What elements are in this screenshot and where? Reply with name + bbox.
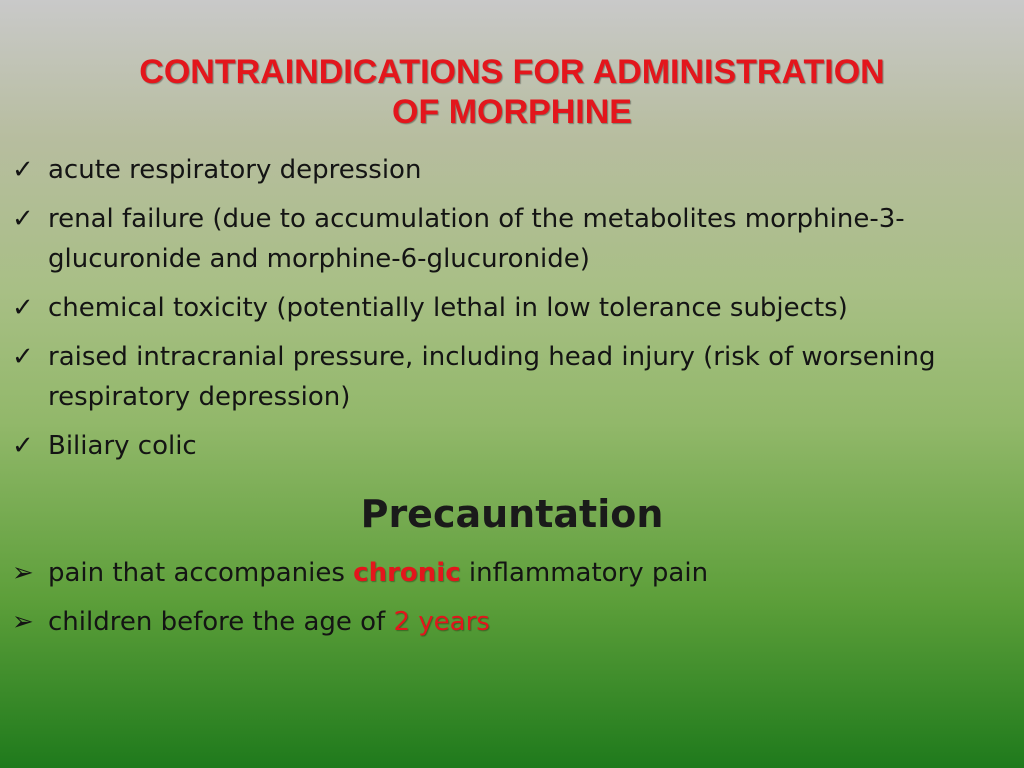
slide-title-line-2: OF MORPHINE [392, 93, 632, 131]
check-icon: ✓ [12, 293, 34, 323]
check-icon: ✓ [12, 204, 34, 234]
list-item-text: raised intracranial pressure, including head injury (risk of worsening respiratory depression) [48, 342, 936, 412]
list-item [12, 337, 1008, 417]
list-item-text: renal failure (due to accumulation of the metabolites morphine-3-glucuronide and morphine-6-glucuronide) [48, 204, 905, 274]
check-icon: ✓ [12, 342, 34, 372]
list-item-text: acute respiratory depression [48, 155, 422, 185]
slide-title [0, 52, 1024, 132]
list-item [12, 288, 1008, 328]
check-icon: ✓ [12, 155, 34, 185]
highlight-text: 2 years [393, 607, 490, 637]
check-icon: ✓ [12, 431, 34, 461]
list-item-text [48, 602, 1008, 642]
highlight-text: chronic [353, 558, 461, 588]
list-item-text-after: inflammatory pain [460, 558, 709, 588]
list-item [12, 426, 1008, 466]
slide-title-line-1: CONTRAINDICATIONS FOR ADMINISTRATION [139, 53, 885, 91]
contraindications-list [12, 150, 1008, 475]
list-item-text: chemical toxicity (potentially lethal in low tolerance subjects) [48, 293, 848, 323]
precautions-list [12, 553, 1008, 651]
list-item [12, 553, 1008, 593]
list-item [12, 602, 1008, 642]
list-item-text-before: children before the age of [48, 607, 394, 637]
list-item-text-before: pain that accompanies [48, 558, 354, 588]
list-item-text: Biliary colic [48, 431, 197, 461]
list-item [12, 199, 1008, 279]
arrow-bullet-icon: ➢ [12, 558, 34, 588]
arrow-bullet-icon: ➢ [12, 607, 34, 637]
precautions-heading: Precauntation [360, 492, 664, 536]
list-item-text [48, 553, 1008, 593]
list-item [12, 150, 1008, 190]
